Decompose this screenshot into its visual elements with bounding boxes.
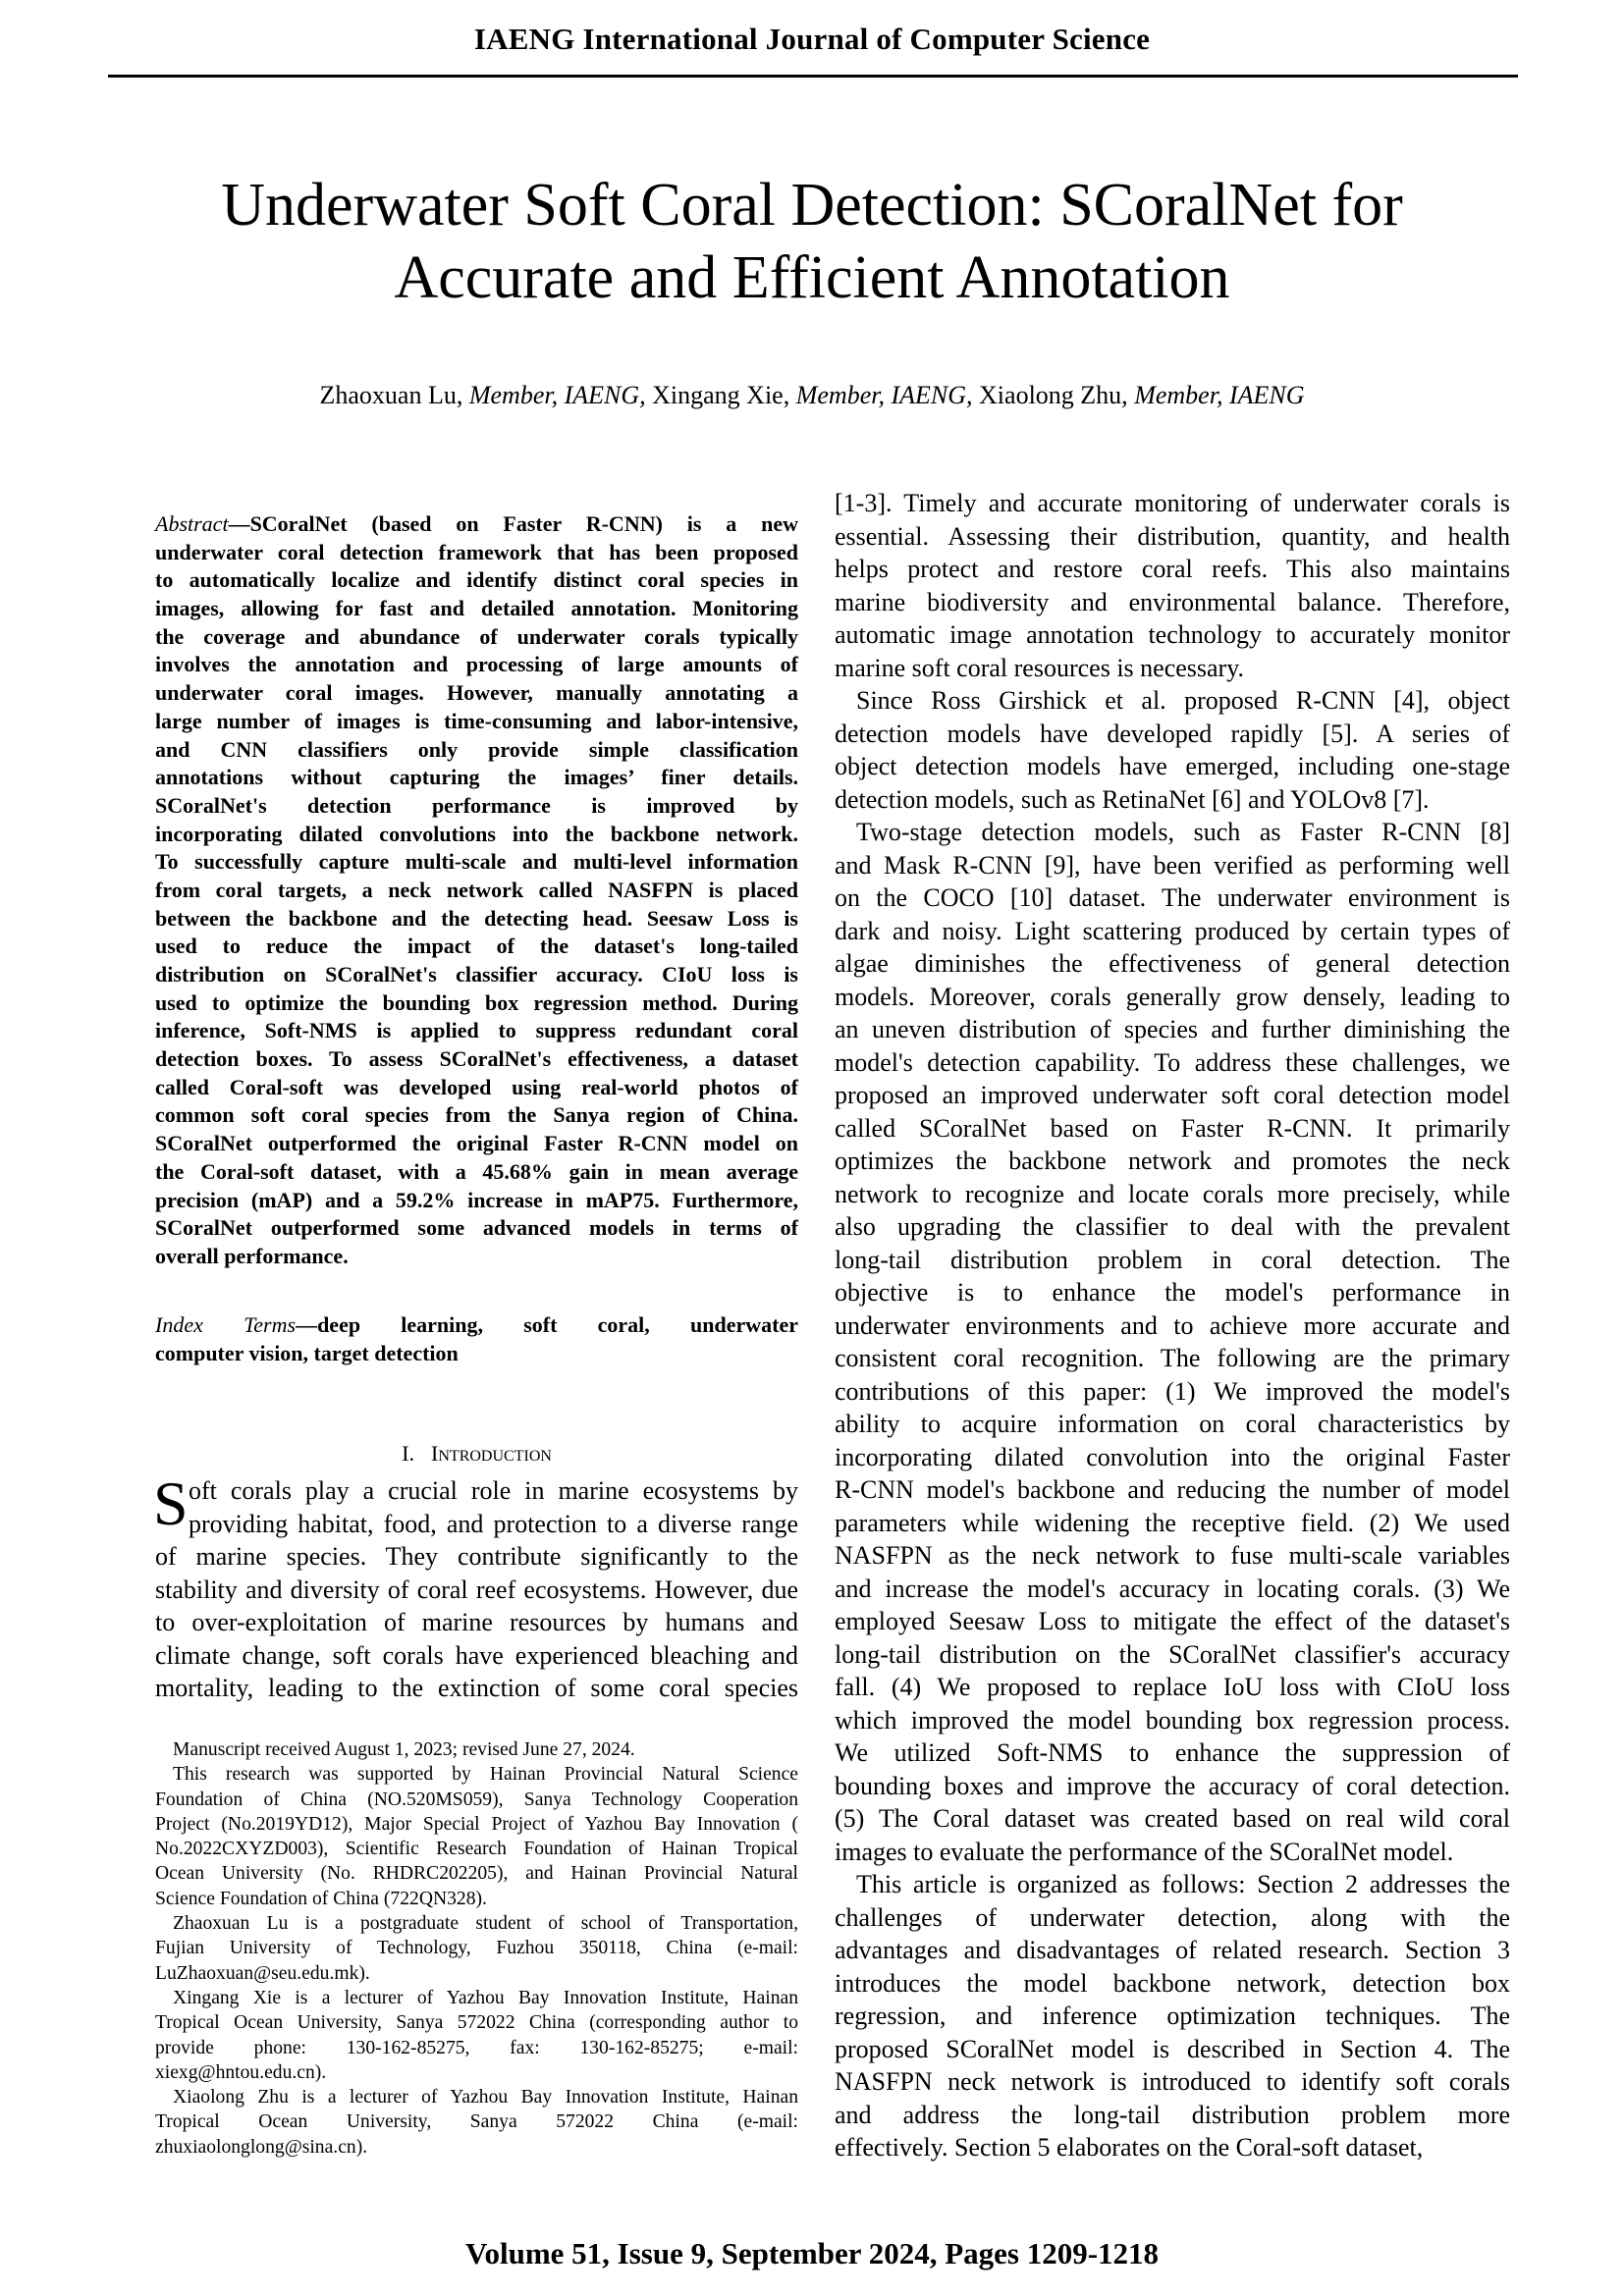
line-text: SCoralNet outperformed the original Faster R-CNN model on — [155, 1131, 798, 1156]
line-text: advantages and disadvantages of related research. Section 3 — [835, 1936, 1510, 1964]
line-text: dark and noisy. Light scattering produced by certain types of — [835, 916, 1510, 945]
author-affiliation: Member, IAENG, — [795, 381, 973, 409]
abstract-line — [155, 1214, 798, 1243]
line-text: Tropical Ocean University, Sanya 572022 China (e-mail: — [155, 2111, 798, 2133]
line-text: R-CNN model's backbone and reducing the number of model — [835, 1475, 1510, 1504]
footnote-line — [155, 1737, 798, 1762]
line-text: We utilized Soft-NMS to enhance the suppression of — [835, 1738, 1510, 1767]
line-text: deep learning, soft coral, underwater — [317, 1312, 798, 1337]
author-affiliation: Member, IAENG, — [468, 381, 646, 409]
footnotes — [155, 1737, 798, 2160]
line-text: oft corals play a crucial role in marine ecosystems by — [189, 1476, 798, 1505]
line-text: and increase the model's accuracy in locating corals. (3) We — [835, 1574, 1510, 1603]
abstract-label: Abstract — [155, 511, 229, 536]
line-text: proposed SCoralNet model is described in Section 4. The — [835, 2034, 1510, 2063]
line-text: model's detection capability. To address these challenges, we — [835, 1047, 1510, 1077]
line-text: network to recognize and locate corals more precisely, while — [835, 1179, 1510, 1208]
body-line — [835, 684, 1510, 718]
body-line — [835, 1901, 1510, 1935]
line-text: long-tail distribution on the SCoralNet classifier's accuracy — [835, 1639, 1510, 1669]
abstract-line — [155, 1187, 798, 1215]
line-text: large number of images is time-consuming and labor-intensive, — [155, 708, 798, 733]
body-line — [835, 487, 1510, 520]
line-text: and address the long-tail distribution problem more — [835, 2100, 1510, 2129]
abstract-line — [155, 623, 798, 652]
abstract-line — [155, 1074, 798, 1102]
line-text: fall. (4) We proposed to replace IoU loss with CIoU loss — [835, 1673, 1510, 1701]
footnote-line — [155, 2085, 798, 2109]
author-name: Xingang Xie, — [652, 381, 790, 409]
line-text: regression, and inference optimization techniques. The — [835, 2002, 1510, 2030]
abstract-line — [155, 566, 798, 595]
author-name: Xiaolong Zhu, — [979, 381, 1128, 409]
body-line — [835, 1934, 1510, 1967]
abstract-line — [155, 651, 798, 679]
line-text: parameters while widening the receptive field. (2) We used — [835, 1508, 1510, 1537]
body-line — [835, 1046, 1510, 1080]
line-text: detection models, such as RetinaNet [6] and YOLOv8 [7]. — [835, 784, 1430, 814]
body-line — [835, 1605, 1510, 1638]
line-text: essential. Assessing their distribution, quantity, and health — [835, 521, 1510, 551]
abstract-line — [155, 877, 798, 905]
abstract-dash: — — [228, 511, 250, 536]
body-line — [835, 1770, 1510, 1803]
body-line — [835, 1836, 1510, 1869]
line-text: Xingang Xie is a lecturer of Yazhou Bay Innovation Institute, Hainan — [173, 1987, 798, 2008]
line-text: xiexg@hntou.edu.cn). — [155, 2061, 327, 2083]
header-rule — [108, 75, 1518, 78]
line-text: Tropical Ocean University, Sanya 572022 China (corresponding author to — [155, 2012, 798, 2034]
line-text: also upgrading the classifier to deal with the prevalent — [835, 1212, 1510, 1241]
right-column-body — [835, 487, 1510, 2164]
footnote-line — [155, 1911, 798, 1936]
line-text: incorporating dilated convolutions into the backbone network. — [155, 821, 798, 846]
line-text: SCoralNet's detection performance is improved by — [155, 792, 798, 818]
line-text: ability to acquire information on coral characteristics by — [835, 1410, 1510, 1438]
body-line — [835, 947, 1510, 981]
footnote-line — [155, 2010, 798, 2035]
footnote-line — [155, 1887, 798, 1911]
line-text: involves the annotation and processing of large amounts of — [155, 652, 798, 677]
line-text: long-tail distribution problem in coral detection. The — [835, 1245, 1510, 1274]
body-line — [835, 881, 1510, 915]
abstract-line — [155, 539, 798, 567]
line-text: introduces the model backbone network, detection box — [835, 1968, 1510, 1998]
abstract-line — [155, 792, 798, 821]
footnote-line — [155, 1837, 798, 1861]
introduction-line — [155, 1639, 798, 1673]
footnote-line — [155, 1861, 798, 1886]
abstract-line — [155, 961, 798, 989]
section-number: I. — [402, 1441, 415, 1466]
line-text: overall performance. — [155, 1243, 349, 1268]
line-text: Zhaoxuan Lu is a postgraduate student of school of Transportation, — [173, 1913, 798, 1935]
line-text: the Coral-soft dataset, with a 45.68% gain in mean average — [155, 1158, 798, 1184]
line-text: employed Seesaw Loss to mitigate the effect of the dataset's — [835, 1607, 1510, 1635]
line-text: to automatically localize and identify distinct coral species in — [155, 567, 798, 593]
line-text: This research was supported by Hainan Provincial Natural Science — [173, 1764, 798, 1786]
line-text: an uneven distribution of species and further diminishing the — [835, 1015, 1510, 1043]
paper-title-line-1: Underwater Soft Coral Detection: SCoralNet for — [221, 172, 1403, 239]
abstract-line — [155, 595, 798, 623]
body-line — [835, 718, 1510, 751]
line-text: to over-exploitation of marine resources by humans and — [155, 1608, 798, 1636]
line-text: called SCoralNet based on Faster R-CNN. It primarily — [835, 1113, 1510, 1143]
line-text: common soft coral species from the Sanya region of China. — [155, 1102, 798, 1128]
line-text: and Mask R-CNN [9], have been verified as performing well — [835, 850, 1510, 880]
line-text: underwater coral images. However, manually annotating a — [155, 680, 798, 706]
line-text: NASFPN neck network is introduced to identify soft corals — [835, 2067, 1510, 2096]
introduction-line — [155, 1606, 798, 1639]
line-text: models. Moreover, corals generally grow densely, leading to — [835, 982, 1510, 1011]
line-text: of marine species. They contribute significantly to the — [155, 1542, 798, 1571]
author-name: Zhaoxuan Lu, — [319, 381, 463, 409]
line-text: This article is organized as follows: Section 2 addresses the — [856, 1870, 1510, 1898]
footnote-line — [155, 2060, 798, 2085]
body-line — [835, 2033, 1510, 2066]
body-line — [835, 1441, 1510, 1474]
body-line — [835, 1244, 1510, 1277]
footnote-line — [155, 1762, 798, 1787]
line-text: marine soft coral resources is necessary. — [835, 653, 1245, 682]
line-text: Xiaolong Zhu is a lecturer of Yazhou Bay Innovation Institute, Hainan — [173, 2087, 798, 2109]
line-text: marine biodiversity and environmental balance. Therefore, — [835, 587, 1510, 616]
body-line — [835, 915, 1510, 948]
body-line — [835, 2065, 1510, 2099]
line-text: detection boxes. To assess SCoralNet's effectiveness, a dataset — [155, 1046, 798, 1072]
footnote-line — [155, 1936, 798, 1960]
abstract-line — [155, 1045, 798, 1074]
introduction-line — [155, 1474, 798, 1508]
body-line — [835, 1736, 1510, 1770]
line-text: No.2022CXYZD003), Scientific Research Foundation of Hainan Tropical — [155, 1839, 798, 1860]
line-text: Fujian University of Technology, Fuzhou 350118, China (e-mail: — [155, 1938, 798, 1959]
body-line — [835, 618, 1510, 652]
body-line — [835, 1112, 1510, 1146]
line-text: computer vision, target detection — [155, 1340, 459, 1365]
abstract — [155, 510, 798, 1271]
body-line — [835, 1507, 1510, 1540]
line-text: SCoralNet outperformed some advanced models in terms of — [155, 1215, 798, 1241]
body-line — [835, 520, 1510, 554]
footnote-line — [155, 1788, 798, 1812]
abstract-line — [155, 1158, 798, 1187]
body-line — [835, 750, 1510, 783]
volume-footer: Volume 51, Issue 9, September 2024, Pages 1209-1218 — [464, 2236, 1160, 2270]
line-text: contributions of this paper: (1) We improved the model's — [835, 1376, 1510, 1406]
journal-header: IAENG International Journal of Computer Science — [473, 22, 1151, 56]
body-line — [835, 1145, 1510, 1178]
introduction-paragraph — [153, 1468, 798, 1705]
body-line — [835, 2099, 1510, 2132]
footnote-line — [155, 1812, 798, 1837]
abstract-line — [155, 1130, 798, 1158]
line-text: on the COCO [10] dataset. The underwater environment is — [835, 883, 1510, 912]
body-line — [835, 1342, 1510, 1375]
line-text: Project (No.2019YD12), Major Special Project of Yazhou Bay Innovation ( — [155, 1813, 798, 1835]
drop-cap: S — [153, 1468, 189, 1538]
line-text: algae diminishes the effectiveness of general detection — [835, 949, 1510, 978]
line-text: automatic image annotation technology to accurately monitor — [835, 620, 1510, 649]
body-line — [835, 586, 1510, 619]
body-line — [835, 1309, 1510, 1343]
body-line — [835, 652, 1510, 685]
abstract-line — [155, 821, 798, 849]
line-text: [1-3]. Timely and accurate monitoring of underwater corals is — [835, 489, 1510, 517]
line-text: used to optimize the bounding box regression method. During — [155, 989, 798, 1015]
body-line — [835, 1638, 1510, 1672]
line-text: challenges of underwater detection, along with the — [835, 1902, 1510, 1932]
line-text: optimizes the backbone network and promotes the neck — [835, 1147, 1510, 1175]
author-affiliation: Member, IAENG — [1134, 381, 1305, 409]
line-text: underwater environments and to achieve more accurate and — [835, 1310, 1510, 1340]
line-text: Ocean University (No. RHDRC202205), and Hainan Provincial Natural — [155, 1863, 798, 1885]
line-text: zhuxiaolonglong@sina.cn). — [155, 2136, 368, 2158]
footnote-line — [155, 1986, 798, 2010]
line-text: from coral targets, a neck network called NASFPN is placed — [155, 877, 798, 902]
body-line — [835, 981, 1510, 1014]
line-text: images, allowing for fast and detailed annotation. Monitoring — [155, 596, 798, 621]
line-text: Foundation of China (NO.520MS059), Sanya Technology Cooperation — [155, 1789, 798, 1810]
line-text: LuZhaoxuan@seu.edu.mk). — [155, 1962, 370, 1984]
line-text: To successfully capture multi-scale and multi-level information — [155, 849, 798, 875]
abstract-line — [155, 848, 798, 877]
line-text: bounding boxes and improve the accuracy of coral detection. — [835, 1771, 1510, 1800]
abstract-line — [155, 679, 798, 708]
body-line — [835, 849, 1510, 882]
line-text: inference, Soft-NMS is applied to suppress redundant coral — [155, 1018, 798, 1043]
line-text: Manuscript received August 1, 2023; revised June 27, 2024. — [173, 1739, 635, 1760]
body-line — [835, 2000, 1510, 2033]
body-line — [835, 2131, 1510, 2164]
line-text: provide phone: 130-162-85275, fax: 130-162-85275; e-mail: — [155, 2037, 798, 2058]
abstract-line — [155, 708, 798, 736]
footnote-line — [155, 2036, 798, 2060]
footnote-line — [155, 1961, 798, 1986]
section-heading-introduction — [155, 1441, 798, 1467]
body-line — [835, 1276, 1510, 1309]
abstract-line — [155, 1017, 798, 1045]
body-line — [835, 1375, 1510, 1409]
line-text: proposed an improved underwater soft coral detection model — [835, 1081, 1510, 1109]
body-line — [835, 1704, 1510, 1737]
body-line — [835, 1671, 1510, 1704]
line-text: Science Foundation of China (722QN328). — [155, 1888, 487, 1909]
abstract-line — [155, 764, 798, 792]
line-text: Two-stage detection models, such as Faster R-CNN [8] — [856, 818, 1510, 846]
line-text: (5) The Coral dataset was created based on real wild coral — [835, 1804, 1510, 1833]
abstract-line — [155, 1243, 798, 1271]
body-line — [835, 553, 1510, 586]
body-line — [835, 1473, 1510, 1507]
line-text: climate change, soft corals have experienced bleaching and — [155, 1640, 798, 1670]
line-text: NASFPN as the neck network to fuse multi-scale variables — [835, 1541, 1510, 1570]
index-terms-line — [155, 1311, 798, 1340]
line-text: Since Ross Girshick et al. proposed R-CNN [4], object — [856, 686, 1510, 715]
line-text: precision (mAP) and a 59.2% increase in mAP75. Furthermore, — [155, 1187, 798, 1212]
index-terms — [155, 1311, 798, 1367]
line-text: used to reduce the impact of the dataset's long-tailed — [155, 934, 798, 959]
abstract-line — [155, 1101, 798, 1130]
abstract-line — [155, 736, 798, 765]
line-text: stability and diversity of coral reef ecosystems. However, due — [155, 1575, 798, 1604]
index-terms-dash: — — [296, 1312, 318, 1337]
section-title: Introduction — [430, 1441, 552, 1466]
line-text: consistent coral recognition. The following are the primary — [835, 1344, 1510, 1372]
line-text: mortality, leading to the extinction of some coral species — [155, 1674, 798, 1702]
footnote-line — [155, 2135, 798, 2160]
body-line — [835, 1539, 1510, 1573]
paper-title-line-2: Accurate and Efficient Annotation — [394, 244, 1230, 311]
body-line — [835, 816, 1510, 849]
body-line — [835, 1079, 1510, 1112]
line-text: annotations without capturing the images’ finer details. — [155, 765, 798, 790]
line-text: providing habitat, food, and protection to a diverse range — [189, 1509, 798, 1538]
line-text: between the backbone and the detecting head. Seesaw Loss is — [155, 905, 798, 931]
body-line — [835, 1967, 1510, 2001]
introduction-line — [155, 1672, 798, 1705]
introduction-line — [155, 1540, 798, 1574]
body-line — [835, 1573, 1510, 1606]
line-text: object detection models have emerged, including one-stage — [835, 752, 1510, 780]
line-text: which improved the model bounding box regression process. — [835, 1705, 1510, 1735]
body-line — [835, 1802, 1510, 1836]
abstract-line — [155, 510, 798, 539]
line-text: called Coral-soft was developed using real-world photos of — [155, 1074, 798, 1099]
line-text: underwater coral detection framework that has been proposed — [155, 539, 798, 564]
line-text: images to evaluate the performance of the SCoralNet model. — [835, 1837, 1454, 1866]
abstract-line — [155, 905, 798, 934]
introduction-line — [155, 1574, 798, 1607]
line-text: effectively. Section 5 elaborates on the Coral-soft dataset, — [835, 2133, 1424, 2162]
body-line — [835, 1408, 1510, 1441]
body-line — [835, 1210, 1510, 1244]
introduction-line — [155, 1508, 798, 1541]
body-line — [835, 1178, 1510, 1211]
line-text: and CNN classifiers only provide simple classification — [155, 736, 798, 762]
body-line — [835, 1868, 1510, 1901]
line-text: helps protect and restore coral reefs. This also maintains — [835, 555, 1510, 583]
line-text: distribution on SCoralNet's classifier accuracy. CIoU loss is — [155, 962, 798, 987]
footnote-line — [155, 2109, 798, 2134]
body-line — [835, 1013, 1510, 1046]
line-text: the coverage and abundance of underwater corals typically — [155, 623, 798, 649]
body-line — [835, 783, 1510, 817]
line-text: SCoralNet (based on Faster R-CNN) is a new — [249, 511, 798, 536]
index-terms-label: Index Terms — [155, 1312, 297, 1337]
line-text: incorporating dilated convolution into the original Faster — [835, 1442, 1510, 1471]
line-text: objective is to enhance the model's performance in — [835, 1278, 1510, 1307]
abstract-line — [155, 989, 798, 1018]
author-list — [0, 381, 1624, 410]
abstract-line — [155, 933, 798, 961]
index-terms-line — [155, 1340, 798, 1368]
line-text: detection models have developed rapidly [5]. A series of — [835, 719, 1510, 748]
